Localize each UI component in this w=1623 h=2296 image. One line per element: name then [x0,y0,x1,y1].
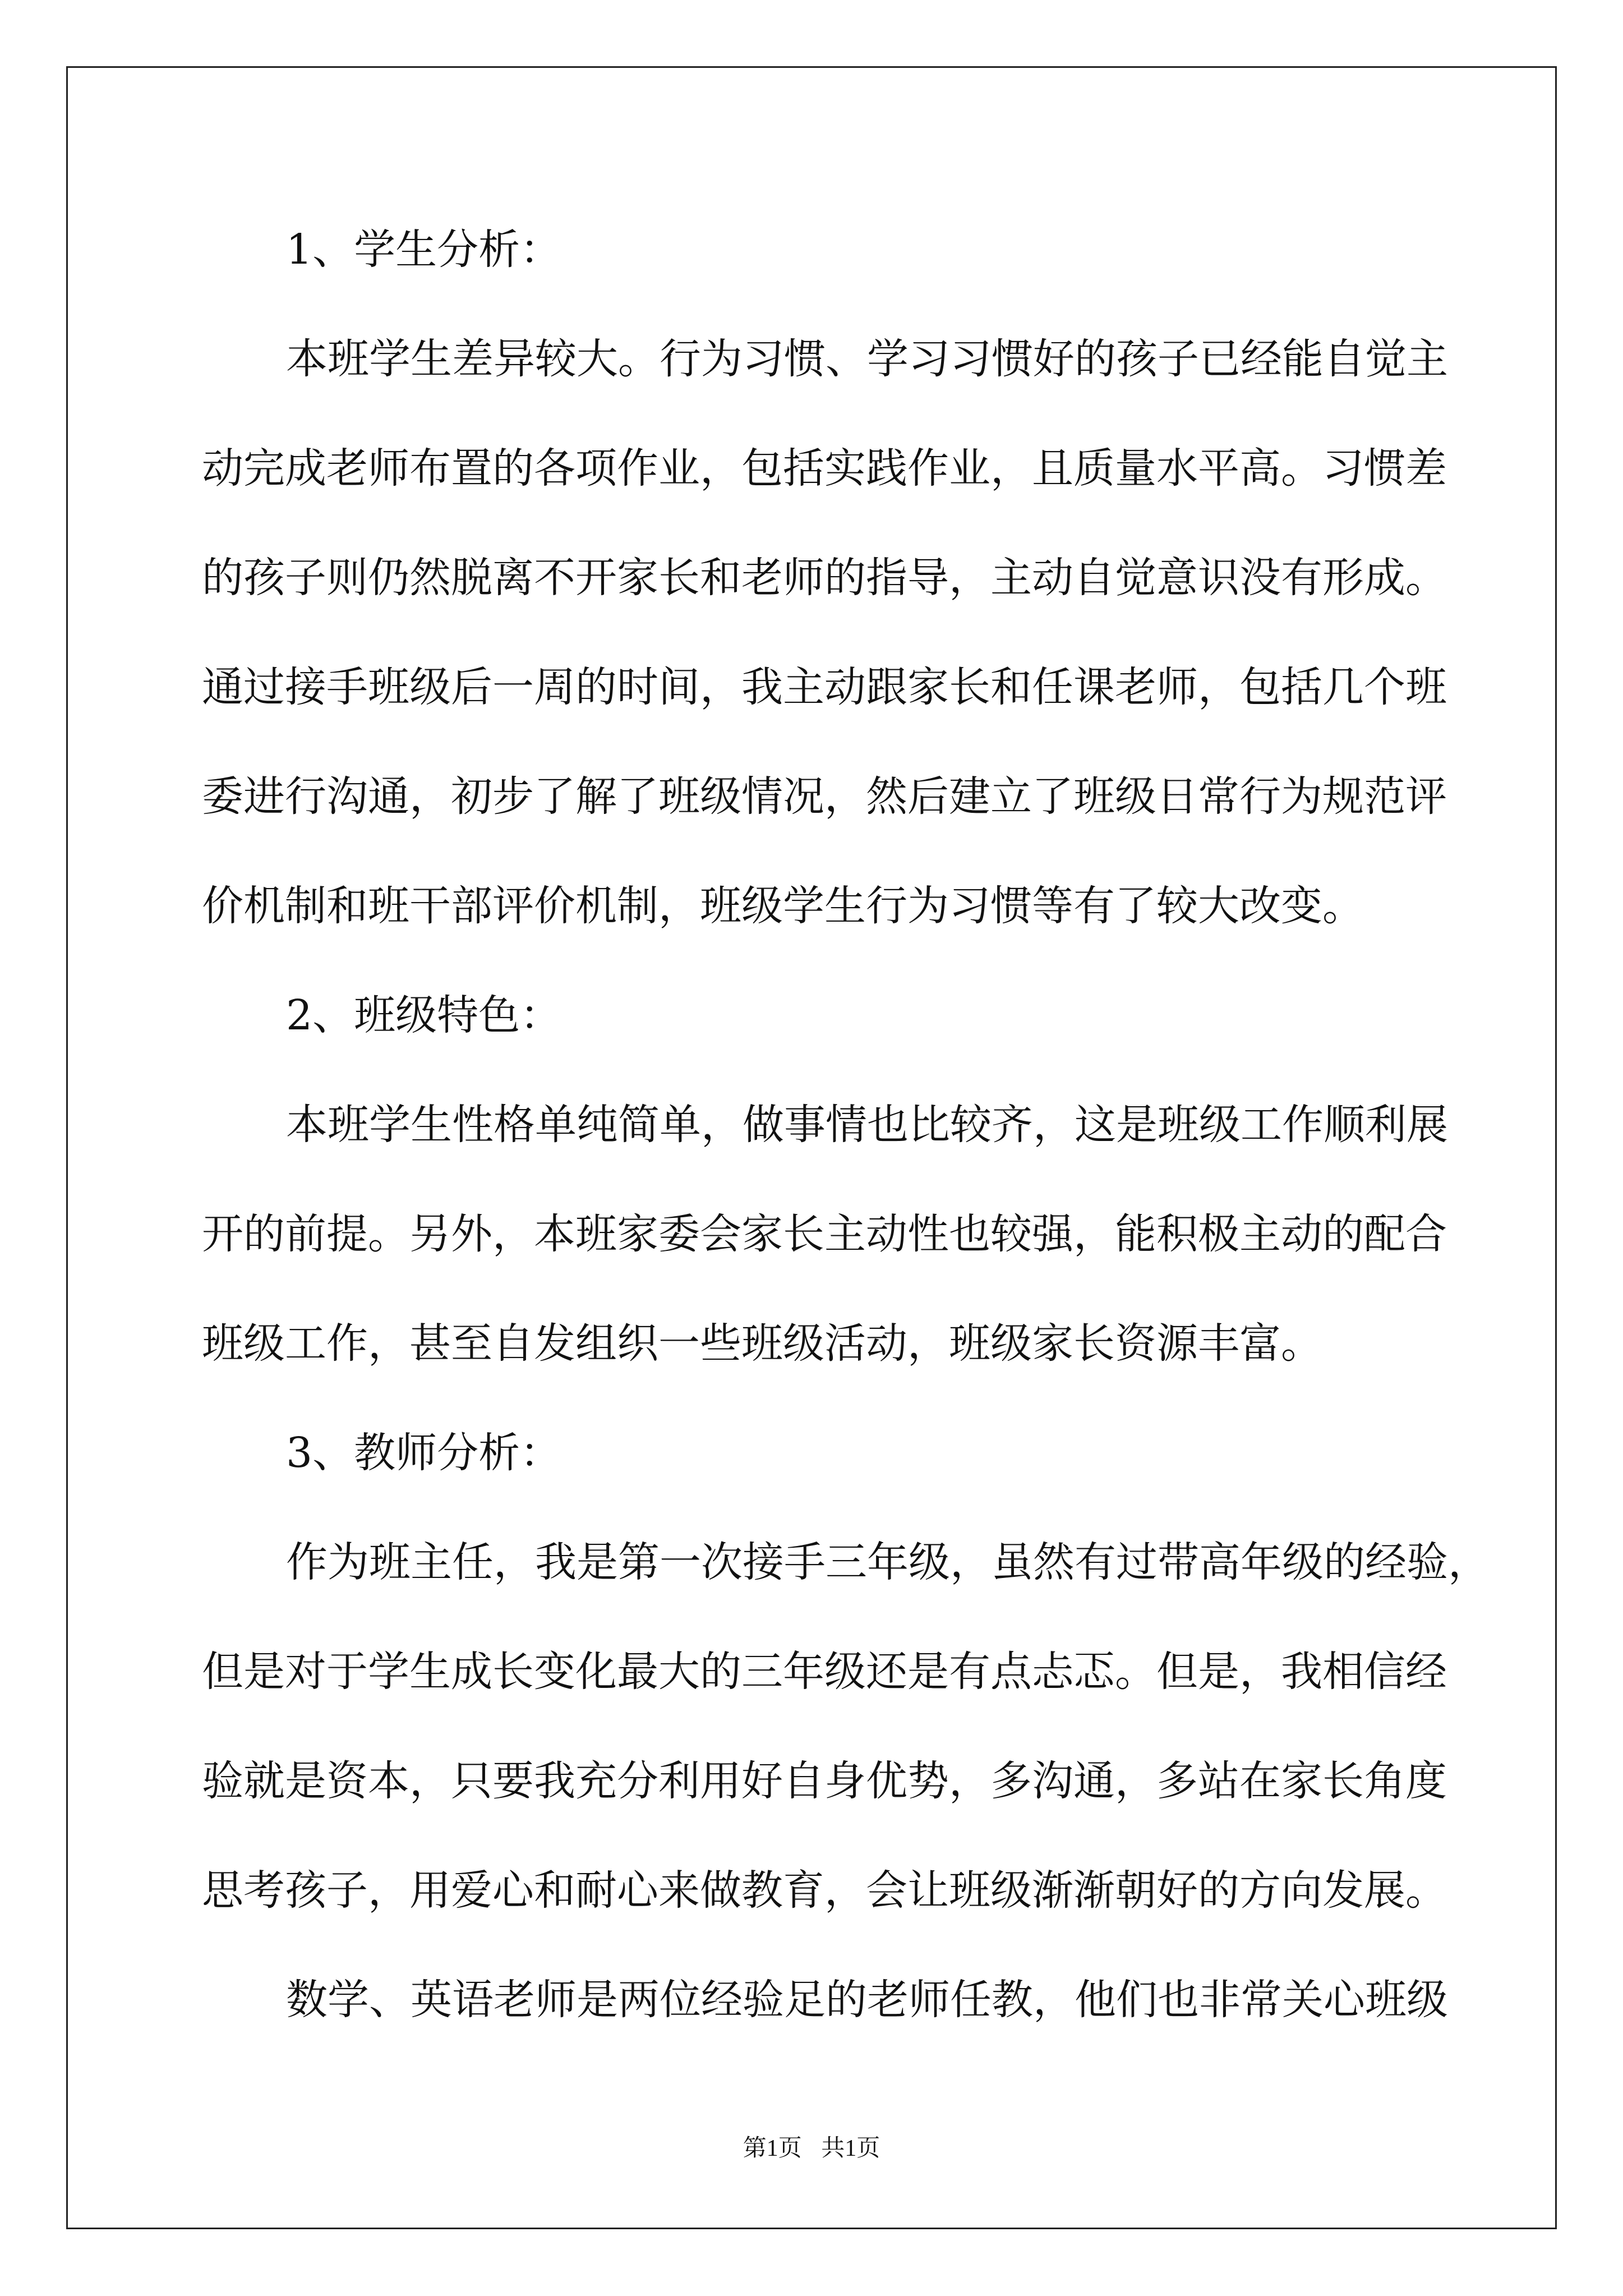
paragraph-line: 通过接手班级后一周的时间，我主动跟家长和任课老师，包括几个班 [202,663,1447,711]
paragraph-line: 开的前提。另外，本班家委会家长主动性也较强，能积极主动的配合 [202,1210,1447,1258]
paragraph-line: 本班学生性格单纯简单，做事情也比较齐，这是班级工作顺利展 [286,1101,1448,1149]
paragraph-line: 但是对于学生成长变化最大的三年级还是有点忐忑。但是，我相信经 [202,1648,1447,1696]
paragraph-line: 班级工作，甚至自发组织一些班级活动，班级家长资源丰富。 [202,1319,1322,1368]
heading-class-features: 2、班级特色： [286,991,562,1039]
paragraph-line: 委进行沟通，初步了解了班级情况，然后建立了班级日常行为规范评 [202,772,1447,821]
heading-student-analysis: 1、学生分析： [286,226,562,274]
page-number-current: 第1页 [743,2136,802,2161]
page-footer [0,2132,1623,2165]
paragraph-line: 作为班主任，我是第一次接手三年级，虽然有过带高年级的经验， [286,1538,1490,1586]
heading-teacher-analysis: 3、教师分析： [286,1429,562,1477]
paragraph-line: 验就是资本，只要我充分利用好自身优势，多沟通，多站在家长角度 [202,1757,1447,1805]
page-number-total: 共1页 [821,2136,880,2161]
paragraph-line: 数学、英语老师是两位经验足的老师任教，他们也非常关心班级 [286,1976,1448,2024]
paragraph-line: 价机制和班干部评价机制，班级学生行为习惯等有了较大改变。 [202,882,1364,930]
paragraph-line: 的孩子则仍然脱离不开家长和老师的指导，主动自觉意识没有形成。 [202,554,1447,602]
paragraph-line: 动完成老师布置的各项作业，包括实践作业，且质量水平高。习惯差 [202,444,1447,493]
paragraph-line: 本班学生差异较大。行为习惯、学习习惯好的孩子已经能自觉主 [286,335,1448,383]
paragraph-line: 思考孩子，用爱心和耐心来做教育，会让班级渐渐朝好的方向发展。 [202,1866,1447,1915]
